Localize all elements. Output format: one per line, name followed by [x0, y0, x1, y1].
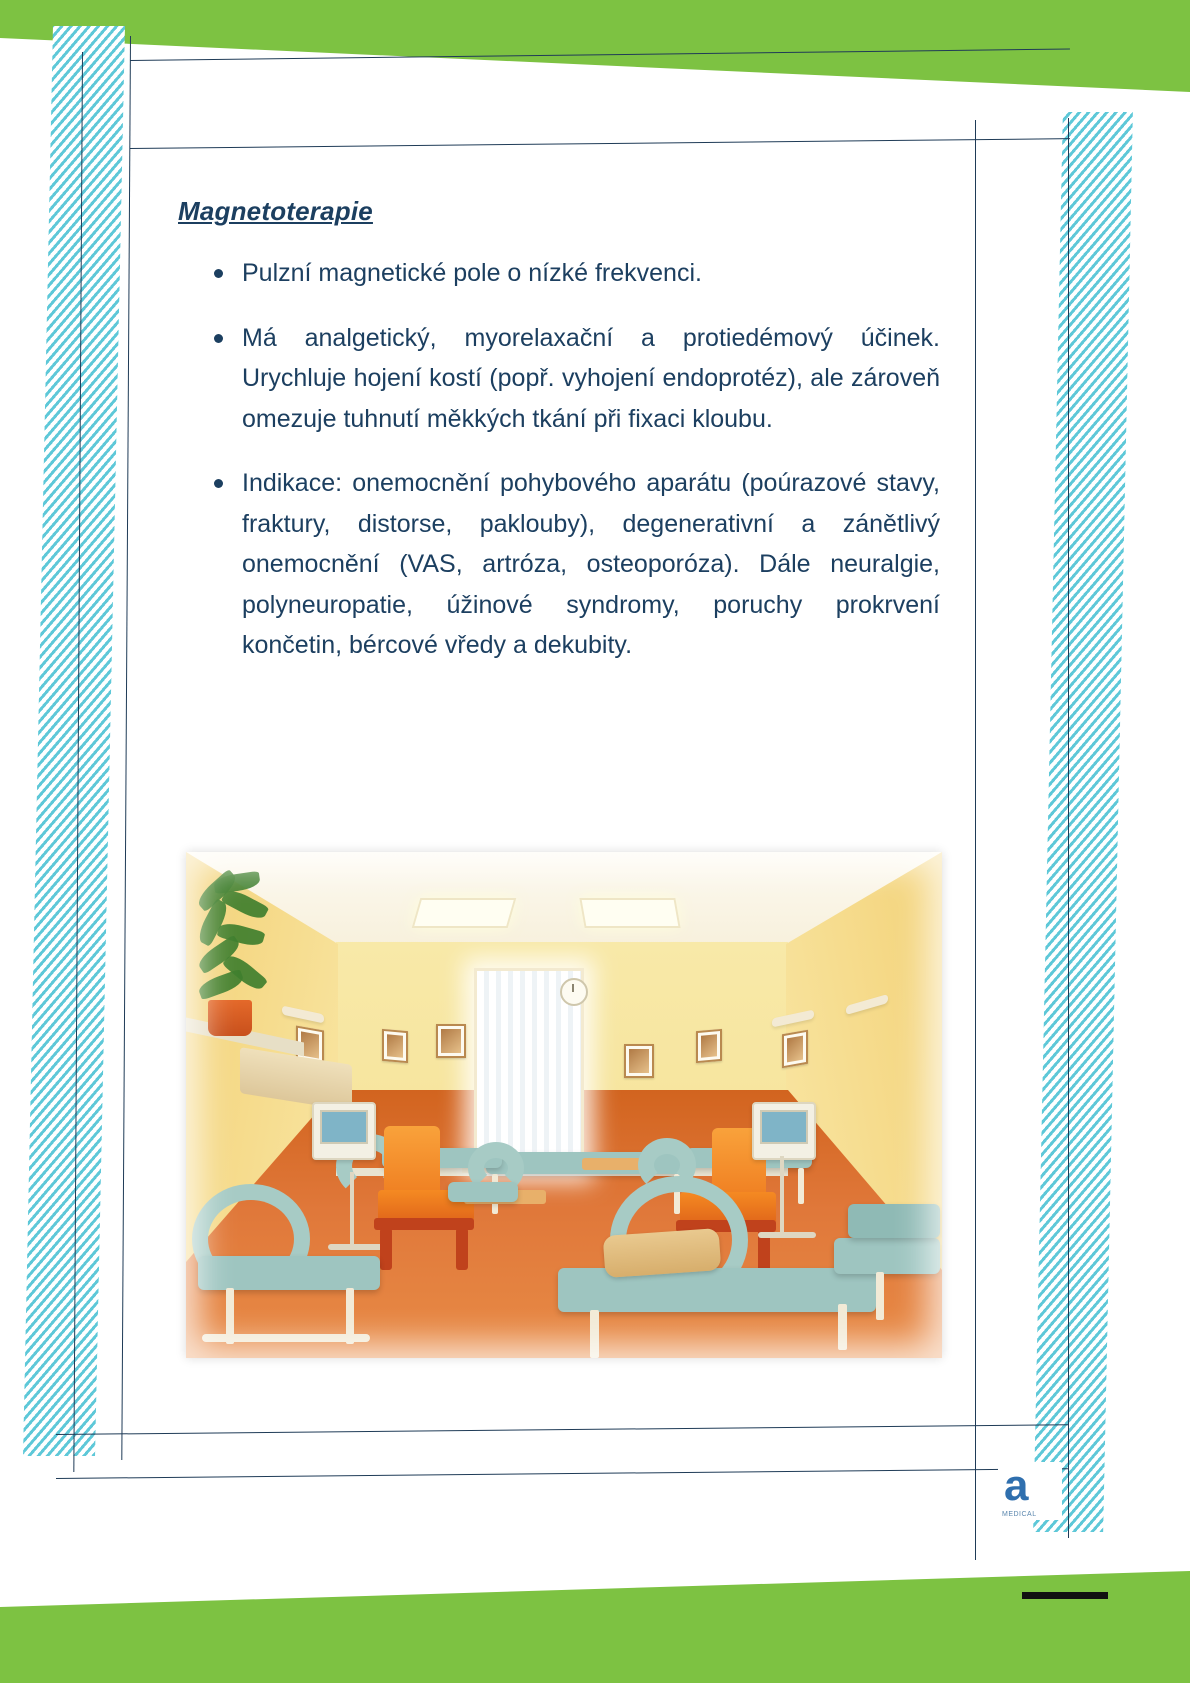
ceiling-light-icon	[579, 898, 680, 928]
bed-leg	[876, 1272, 884, 1320]
list-item	[178, 463, 940, 666]
frame-line-bottom-inner	[56, 1424, 1068, 1435]
wall-picture	[696, 1029, 722, 1063]
magnetotherapy-device	[752, 1102, 816, 1160]
therapy-bed	[834, 1238, 940, 1274]
bed-base	[202, 1334, 370, 1342]
bed-leg	[838, 1304, 847, 1350]
frame-line-right-outer	[1068, 118, 1069, 1538]
frame-line-right-inner	[975, 120, 976, 1560]
wall-picture	[382, 1029, 408, 1063]
chair-back	[384, 1126, 440, 1200]
device-screen	[320, 1110, 368, 1144]
footer-logo	[998, 1462, 1062, 1520]
therapy-bench	[448, 1182, 518, 1202]
bed-leg	[590, 1310, 599, 1358]
device-cart-pole	[350, 1172, 354, 1246]
bullet-list	[178, 253, 940, 666]
therapy-room-photo	[186, 852, 942, 1358]
document-content	[178, 196, 940, 666]
footer-black-bar	[1022, 1592, 1108, 1599]
photo-scene	[186, 852, 942, 1358]
bottom-green-band	[0, 1543, 1190, 1683]
therapy-bed	[558, 1268, 876, 1312]
wall-picture	[624, 1044, 654, 1078]
therapy-bed	[198, 1256, 380, 1290]
positioning-bolster	[603, 1228, 722, 1278]
list-item	[178, 318, 940, 440]
page-title: Magnetoterapie	[178, 196, 373, 226]
wall-clock-icon	[560, 978, 588, 1006]
device-cart-pole	[780, 1156, 784, 1234]
list-item-text: Indikace: onemocnění pohybového aparátu (poúrazové stavy, fraktury, distorse, paklouby), degenerativní a zánětlivý onemocnění (VAS, artróza, osteoporóza). Dále neuralgie, polyneuropatie, úžinové syndromy, poruchy prokrvení končetin, bércové vředy a dekubity.	[242, 469, 940, 659]
chair-leg	[456, 1228, 468, 1270]
logo-subtext: MEDICAL	[1002, 1511, 1037, 1518]
chair-leg	[380, 1228, 392, 1270]
device-screen	[760, 1110, 808, 1144]
wall-picture	[782, 1030, 808, 1069]
frame-line-left-outer	[121, 36, 131, 1460]
flower-pot	[208, 1000, 252, 1036]
list-item-text: Má analgetický, myorelaxační a protiedémový účinek. Urychluje hojení kostí (popř. vyhojení endoprotéz), ale zároveň omezuje tuhnutí měkkých tkání při fixaci kloubu.	[242, 323, 940, 433]
bench-leg	[798, 1168, 804, 1204]
logo-mark: a	[1004, 1461, 1029, 1510]
potted-plant	[188, 872, 284, 1012]
right-striped-ribbon	[1033, 112, 1133, 1532]
small-table	[582, 1158, 642, 1170]
magnetotherapy-device	[312, 1102, 376, 1160]
list-item	[178, 253, 940, 294]
ceiling-light-icon	[412, 898, 517, 928]
device-cart-base	[758, 1232, 816, 1238]
list-item-text: Pulzní magnetické pole o nízké frekvenci.	[242, 259, 702, 287]
frame-line-bottom-outer	[56, 1468, 1068, 1479]
therapy-bed-head	[848, 1204, 940, 1238]
frame-line-top-inner	[130, 138, 1070, 149]
wall-picture	[436, 1024, 466, 1058]
